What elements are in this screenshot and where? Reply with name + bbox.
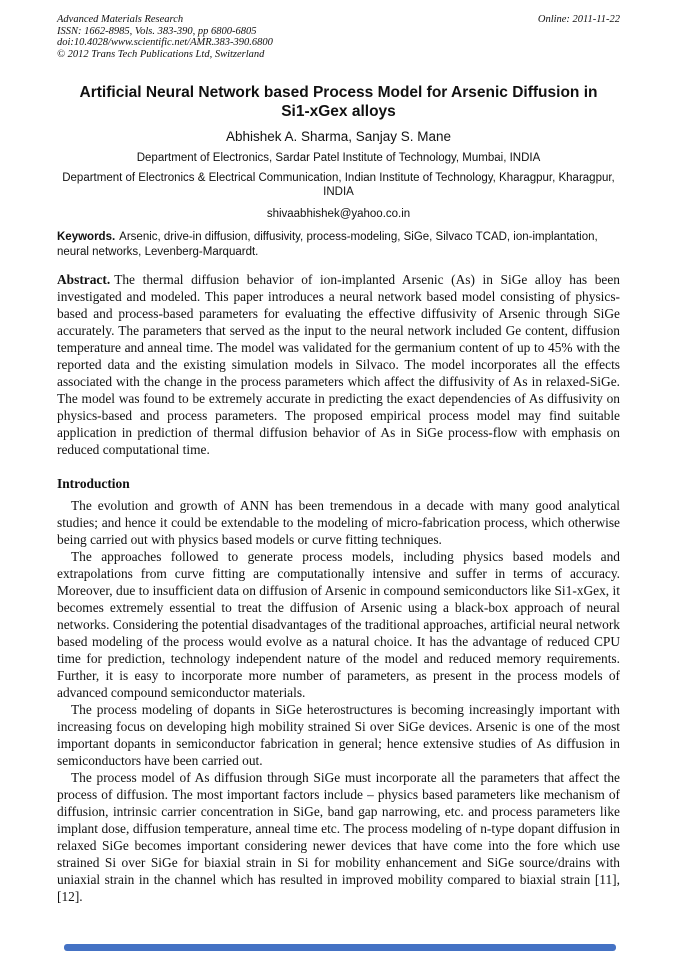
abstract-text: The thermal diffusion behavior of ion-implanted Arsenic (As) in SiGe alloy has been investigated and modeled. This paper introduces a neural network based model consisting of physics-based and process-based parameters for evaluating the effective diffusivity of Arsenic through SiGe accurately. The parameters that served as the input to the neural network included Ge content, diffusion temperature and anneal time. The model was validated for the germanium content of up to 45% with the reported data and the existing simulation models in Silvaco. The model incorporates all the effects associated with the change in the process parameters which affect the diffusivity of As in relaxed-SiGe. The model was found to be extremely accurate in predicting the exact dependencies of As diffusivity on physics-based and process parameters. The proposed empirical process model may find suitable application in prediction of thermal diffusion behavior of As in SiGe process-flow with emphasis on reduced computational time. <box>57 272 620 458</box>
paper-title-line-1: Artificial Neural Network based Process Model for Arsenic Diffusion in <box>79 84 598 102</box>
authors: Abhishek A. Sharma, Sanjay S. Mane <box>225 129 452 145</box>
affiliation-2: Department of Electronics & Electrical Communication, Indian Institute of Technology, Kharagpur, Kharagpur, INDIA <box>62 172 615 199</box>
doi-line: doi:10.4028/www.scientific.net/AMR.383-390.6800 <box>57 37 273 49</box>
keywords-label: Keywords. <box>57 231 116 244</box>
paper-title-line-2: Si1-xGex alloys <box>281 103 396 121</box>
author-email: shivaabhishek@yahoo.co.in <box>266 208 411 221</box>
intro-paragraph-2: The approaches followed to generate process models, including physics based models and extrapolations from curve fitting are computationally intensive and suffer in terms of accuracy. Moreover, due to insufficient data on diffusion of Arsenic in compound semiconductors like Si1-xGex, it becomes extremely essential to treat the diffusion of Arsenic using a black-box approach of neural networks. Considering the potential disadvantages of the traditional approaches, artificial neural network based modeling of the process would evolve as a natural choice. It has the advantage of reduced CPU time for prediction, technology independent nature of the model and reduced memory requirements. Further, it is easy to incorporate more number of parameters, as present in the process models of advanced compound semiconductor materials. <box>57 549 620 701</box>
bottom-scroll-indicator-bar <box>64 944 616 951</box>
journal-name: Advanced Materials Research <box>57 14 184 25</box>
intro-paragraph-4: The process model of As diffusion through SiGe must incorporate all the parameters that affect the process of diffusion. The most important factors include – physics based parameters like mechanism of diffusion, intrinsic carrier concentration in SiGe, band gap narrowing, etc. and process parameters like implant dose, diffusion temperature, anneal time etc. The process modeling of n-type dopant diffusion in relaxed SiGe becomes important considering newer devices that have come into the fore which use strained Si over SiGe for biaxial strain in Si for mobility enhancement and SiGe source/drains with uniaxial strain in the channel which has resulted in improved mobility compared to biaxial strain [11],[12]. <box>57 770 620 905</box>
abstract-label: Abstract. <box>57 272 111 288</box>
paper-title <box>57 83 620 121</box>
intro-paragraph-1: The evolution and growth of ANN has been tremendous in a decade with many good analytical studies; and hence it could be extendable to the modeling of micro-fabrication process, which otherwise being carried out with physics based models or curve fitting techniques. <box>57 498 620 548</box>
section-heading-introduction: Introduction <box>57 476 130 492</box>
keywords-block <box>57 230 620 259</box>
intro-paragraph-3: The process modeling of dopants in SiGe heterostructures is becoming increasingly important with increasing focus on developing high mobility strained Si over SiGe devices. Arsenic is one of the most important dopants in semiconductor fabrication in general; hence extensive studies of As diffusion in semiconductors have been carried out. <box>57 702 620 769</box>
copyright-line: © 2012 Trans Tech Publications Ltd, Switzerland <box>57 48 265 60</box>
online-date: Online: 2011-11-22 <box>537 14 620 25</box>
journal-header-left <box>57 14 273 60</box>
issn-line: ISSN: 1662-8985, Vols. 383-390, pp 6800-6805 <box>57 25 257 37</box>
keywords-text: Arsenic, drive-in diffusion, diffusivity, process-modeling, SiGe, Silvaco TCAD, ion-implantation, neural networks, Levenberg-Marquardt. <box>57 231 598 258</box>
affiliation-1: Department of Electronics, Sardar Patel Institute of Technology, Mumbai, INDIA <box>136 152 541 165</box>
abstract-block <box>57 271 620 458</box>
journal-header <box>57 14 620 60</box>
